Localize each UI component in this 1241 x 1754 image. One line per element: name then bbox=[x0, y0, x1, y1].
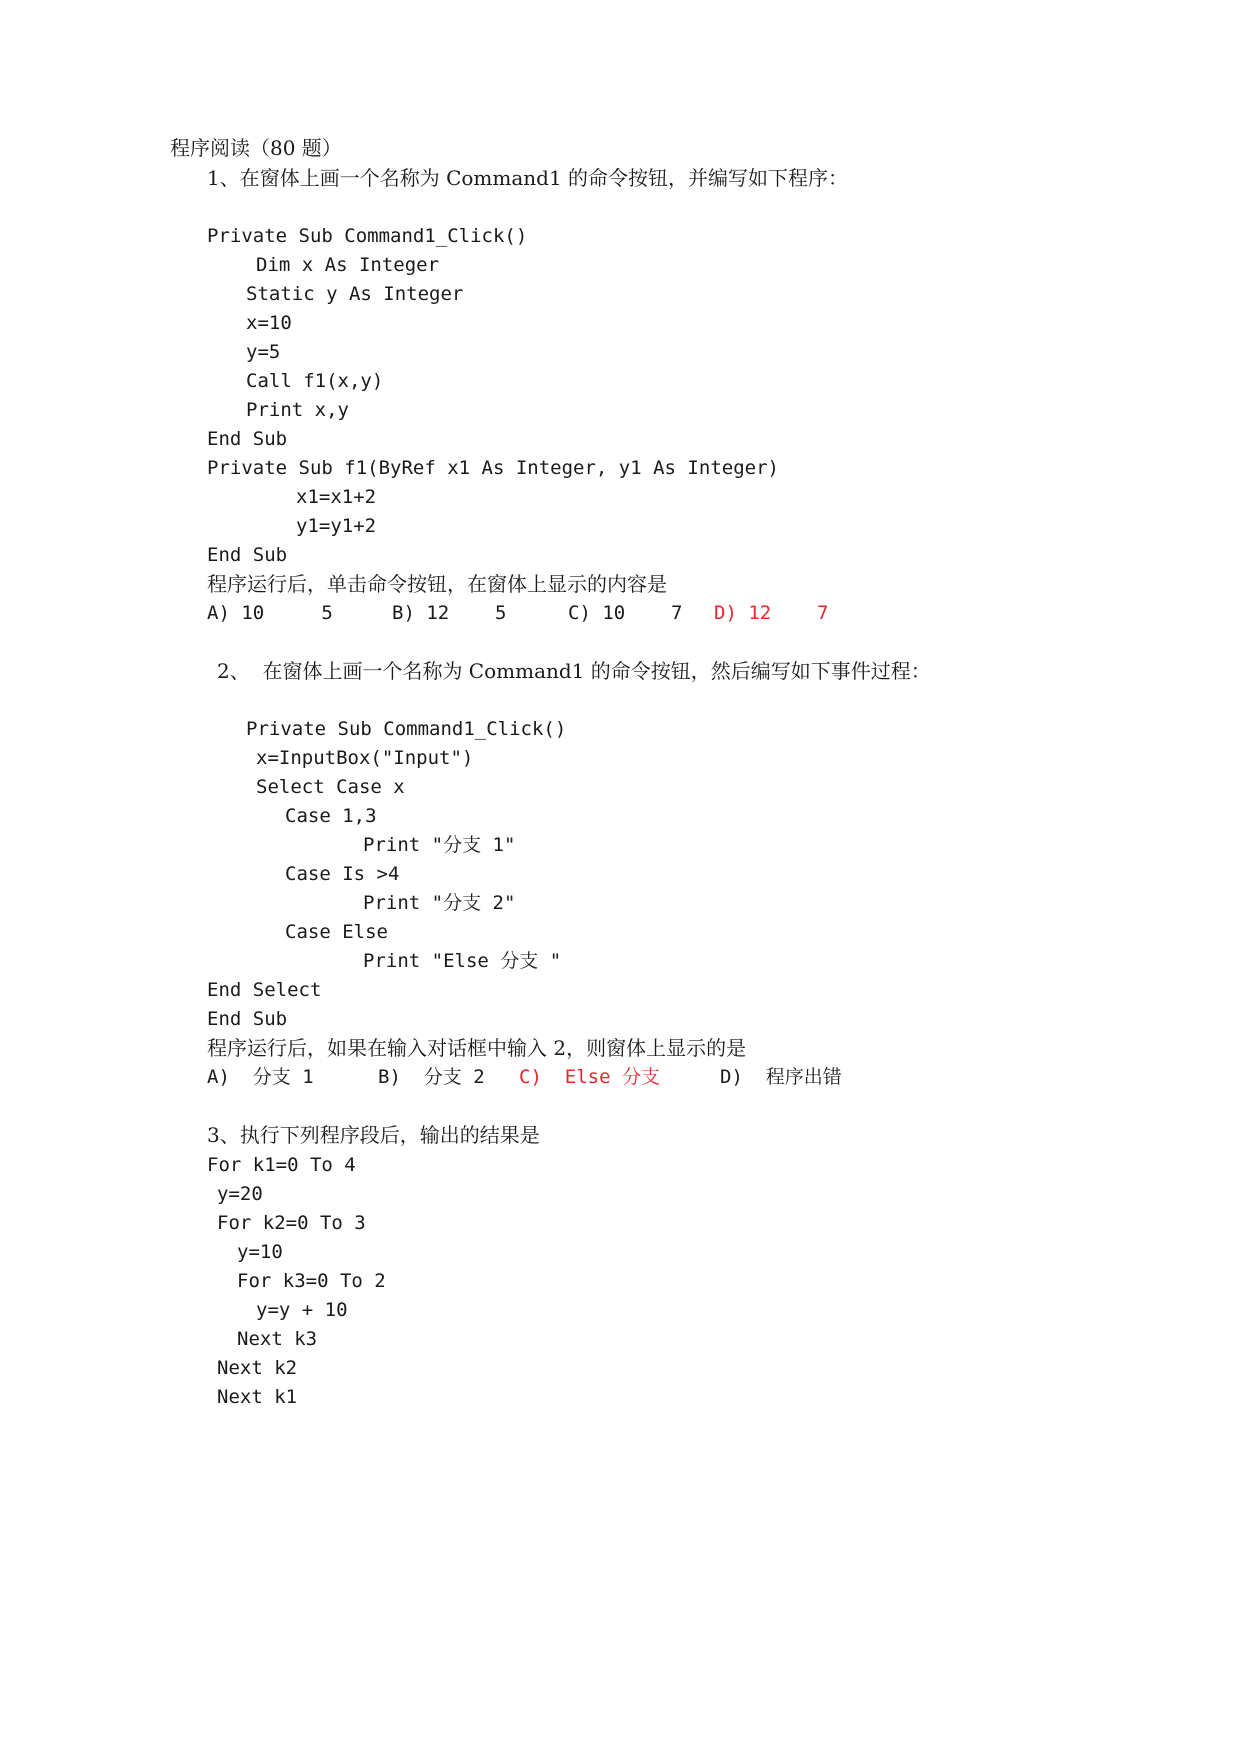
q1-option-b: B) 12 5 bbox=[392, 602, 507, 624]
q1-code-line: Private Sub f1(ByRef x1 As Integer, y1 As Integer) bbox=[207, 457, 779, 479]
q1-option-d-answer: D) 12 7 bbox=[714, 602, 829, 624]
q3-code-line: y=10 bbox=[237, 1241, 283, 1263]
q2-code-line: Print "分支 1" bbox=[363, 834, 516, 856]
q2-code-line: Select Case x bbox=[256, 776, 405, 798]
q2-option-c-answer: C) Else 分支 bbox=[519, 1066, 660, 1088]
q2-option-b: B) 分支 2 bbox=[378, 1066, 485, 1088]
q1-code-line: y=5 bbox=[246, 341, 281, 363]
q1-code-line: x=10 bbox=[246, 312, 292, 334]
q2-question: 程序运行后，如果在输入对话框中输入 2，则窗体上显示的是 bbox=[207, 1036, 747, 1060]
q3-code-line: y=20 bbox=[217, 1183, 263, 1205]
q3-prompt: 3、执行下列程序段后，输出的结果是 bbox=[207, 1123, 540, 1147]
q3-code-line: Next k1 bbox=[217, 1386, 298, 1408]
q1-code-line: Static y As Integer bbox=[246, 283, 464, 305]
q2-code-line: Print "Else 分支 " bbox=[363, 950, 562, 972]
q3-code-line: For k2=0 To 3 bbox=[217, 1212, 366, 1234]
q2-code-line: Case 1,3 bbox=[285, 805, 377, 827]
q1-code-line: End Sub bbox=[207, 544, 288, 566]
q2-code-line: Case Is >4 bbox=[285, 863, 400, 885]
q1-code-line: Call f1(x,y) bbox=[246, 370, 384, 392]
q1-code-line: x1=x1+2 bbox=[296, 486, 377, 508]
q1-option-a: A) 10 5 bbox=[207, 602, 333, 624]
q1-code-line: Print x,y bbox=[246, 399, 349, 421]
q1-code-line: y1=y1+2 bbox=[296, 515, 377, 537]
q2-option-a: A) 分支 1 bbox=[207, 1066, 314, 1088]
q2-code-line: Private Sub Command1_Click() bbox=[246, 718, 567, 740]
q2-code-line: x=InputBox("Input") bbox=[256, 747, 474, 769]
q2-code-line: Case Else bbox=[285, 921, 388, 943]
q2-option-d: D) 程序出错 bbox=[720, 1066, 842, 1088]
q2-code-line: Print "分支 2" bbox=[363, 892, 516, 914]
q2-prompt: 2、 在窗体上画一个名称为 Command1 的命令按钮，然后编写如下事件过程： bbox=[217, 659, 931, 683]
q3-code-line: For k1=0 To 4 bbox=[207, 1154, 356, 1176]
q1-prompt: 1、在窗体上画一个名称为 Command1 的命令按钮，并编写如下程序： bbox=[207, 166, 849, 190]
q1-question: 程序运行后，单击命令按钮，在窗体上显示的内容是 bbox=[207, 572, 667, 596]
q2-code-line: End Select bbox=[207, 979, 322, 1001]
q1-code-line: Dim x As Integer bbox=[256, 254, 440, 276]
q3-code-line: For k3=0 To 2 bbox=[237, 1270, 386, 1292]
q3-code-line: y=y + 10 bbox=[256, 1299, 348, 1321]
q3-code-line: Next k2 bbox=[217, 1357, 298, 1379]
q1-code-line: End Sub bbox=[207, 428, 288, 450]
section-heading: 程序阅读（80 题） bbox=[170, 136, 342, 160]
q1-option-c: C) 10 7 bbox=[568, 602, 683, 624]
q3-code-line: Next k3 bbox=[237, 1328, 318, 1350]
q2-code-line: End Sub bbox=[207, 1008, 288, 1030]
q1-code-line: Private Sub Command1_Click() bbox=[207, 225, 528, 247]
